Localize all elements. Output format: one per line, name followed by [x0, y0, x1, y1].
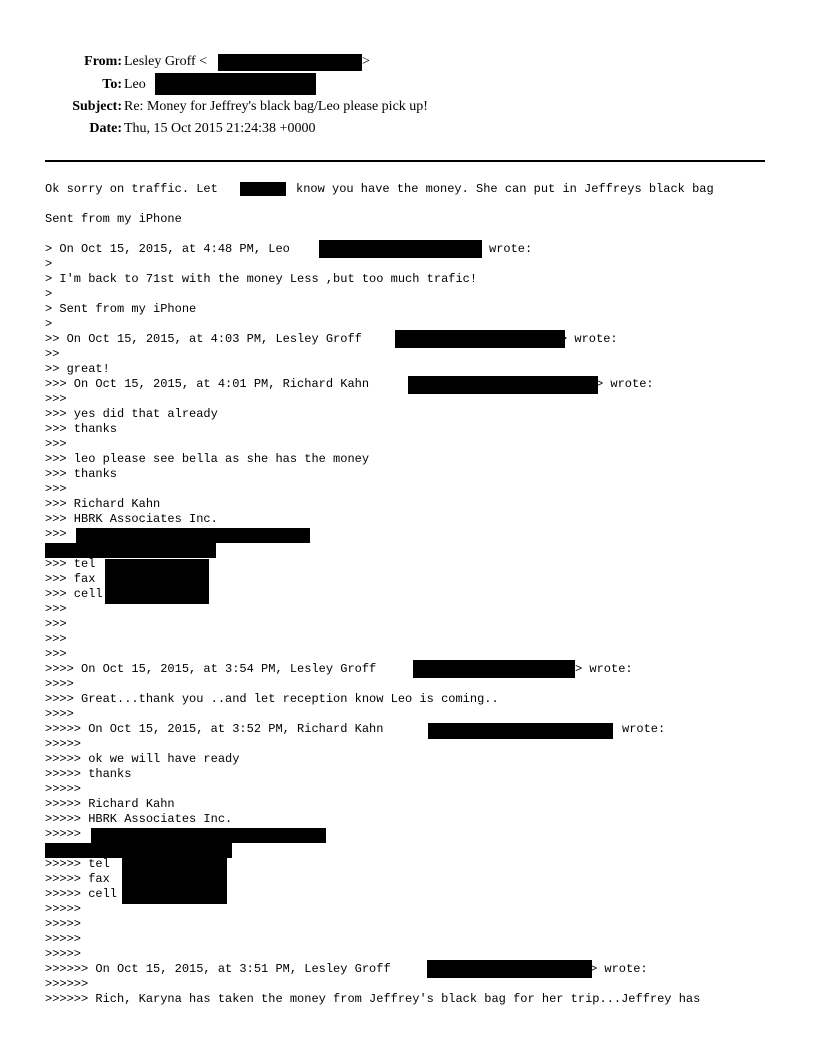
body-line: >>>>>	[45, 827, 82, 841]
body-line: > wrote:	[596, 377, 654, 391]
body-line: >>>	[45, 527, 67, 541]
to-label: To:	[102, 77, 122, 92]
body-line: >>>	[45, 392, 67, 406]
redaction	[155, 73, 316, 95]
body-line: >>>>> tel	[45, 857, 110, 871]
body-line: >>> tel	[45, 557, 96, 571]
body-line: >>>	[45, 632, 67, 646]
body-line: >>> leo please see bella as she has the money	[45, 452, 370, 466]
from-value: Lesley Groff <	[124, 54, 208, 69]
date-label-row	[0, 119, 122, 139]
body-line: >>>>>	[45, 917, 82, 931]
subject-label-row	[0, 97, 122, 117]
body-line: >>> yes did that already	[45, 407, 218, 421]
to-label-row	[0, 75, 122, 95]
redaction	[45, 543, 216, 558]
body-line: >	[45, 317, 53, 331]
body-line: wrote:	[622, 722, 666, 736]
body-line: know you have the money. She can put in Jeffreys black bag	[296, 182, 714, 196]
body-line: >>> HBRK Associates Inc.	[45, 512, 218, 526]
from-label: From:	[84, 54, 122, 69]
body-line: >>>>> ok we will have ready	[45, 752, 240, 766]
body-line: > Sent from my iPhone	[45, 302, 197, 316]
date-label: Date:	[89, 121, 122, 136]
body-line: >>>	[45, 647, 67, 661]
redaction	[413, 660, 575, 678]
body-line: >>>>>	[45, 737, 82, 751]
body-line: >>> cell	[45, 587, 103, 601]
body-line: Ok sorry on traffic. Let	[45, 182, 218, 196]
subject-value: Re: Money for Jeffrey's black bag/Leo please pick up!	[124, 99, 428, 114]
header-divider	[45, 160, 765, 162]
redaction	[45, 843, 232, 858]
body-line: Sent from my iPhone	[45, 212, 182, 226]
body-line: >>>> Great...thank you ..and let reception know Leo is coming..	[45, 692, 499, 706]
redaction	[395, 330, 565, 348]
redaction	[240, 182, 286, 196]
body-line: >>>>> HBRK Associates Inc.	[45, 812, 233, 826]
body-line: >	[45, 287, 53, 301]
body-line: >>>>> cell	[45, 887, 118, 901]
body-line: >>> fax	[45, 572, 96, 586]
body-line: >>>>> Richard Kahn	[45, 797, 175, 811]
body-line: >>>>	[45, 707, 74, 721]
body-line: >>>>>> Rich, Karyna has taken the money from Jeffrey's black bag for her trip...Jeffrey has	[45, 992, 701, 1006]
body-line: >>> Richard Kahn	[45, 497, 161, 511]
body-line: >>>>> thanks	[45, 767, 132, 781]
redaction	[427, 960, 592, 978]
redaction	[319, 240, 482, 258]
body-line: >>>>> fax	[45, 872, 110, 886]
body-line: >>>	[45, 482, 67, 496]
from-label-row	[0, 52, 122, 72]
body-line: >>	[45, 347, 60, 361]
body-line: >	[45, 257, 53, 271]
date-value: Thu, 15 Oct 2015 21:24:38 +0000	[124, 121, 316, 136]
body-line: >>>>	[45, 677, 74, 691]
body-line: >>> thanks	[45, 467, 118, 481]
body-line: >>>>>	[45, 902, 82, 916]
body-line: >>>	[45, 437, 67, 451]
from-close-bracket: >	[362, 54, 370, 69]
body-line: >>>>>	[45, 947, 82, 961]
redaction	[218, 54, 362, 71]
body-line: >> great!	[45, 362, 110, 376]
body-line: >>>	[45, 617, 67, 631]
redaction	[428, 723, 613, 739]
redaction	[91, 828, 326, 843]
body-line: >>> On Oct 15, 2015, at 4:01 PM, Richard Kahn	[45, 377, 370, 391]
body-line: >>>	[45, 602, 67, 616]
body-line: > On Oct 15, 2015, at 4:48 PM, Leo	[45, 242, 290, 256]
body-line: >>>>>>	[45, 977, 89, 991]
subject-label: Subject:	[72, 99, 122, 114]
redaction	[76, 528, 310, 543]
body-line: >>>> On Oct 15, 2015, at 3:54 PM, Lesley Groff	[45, 662, 377, 676]
body-line: >>>>> On Oct 15, 2015, at 3:52 PM, Richard Kahn	[45, 722, 384, 736]
body-line: >>>>>> On Oct 15, 2015, at 3:51 PM, Lesley Groff	[45, 962, 391, 976]
redaction	[122, 858, 227, 904]
body-line: wrote:	[489, 242, 533, 256]
to-value: Leo	[124, 77, 146, 92]
body-line: >>> thanks	[45, 422, 118, 436]
body-line: > wrote:	[560, 332, 618, 346]
body-line: > I'm back to 71st with the money Less ,but too much trafic!	[45, 272, 478, 286]
body-line: > wrote:	[590, 962, 648, 976]
body-line: > wrote:	[575, 662, 633, 676]
body-line: >> On Oct 15, 2015, at 4:03 PM, Lesley Groff	[45, 332, 362, 346]
body-line: >>>>>	[45, 932, 82, 946]
redaction	[408, 376, 598, 394]
body-line: >>>>>	[45, 782, 82, 796]
redaction	[105, 559, 209, 604]
